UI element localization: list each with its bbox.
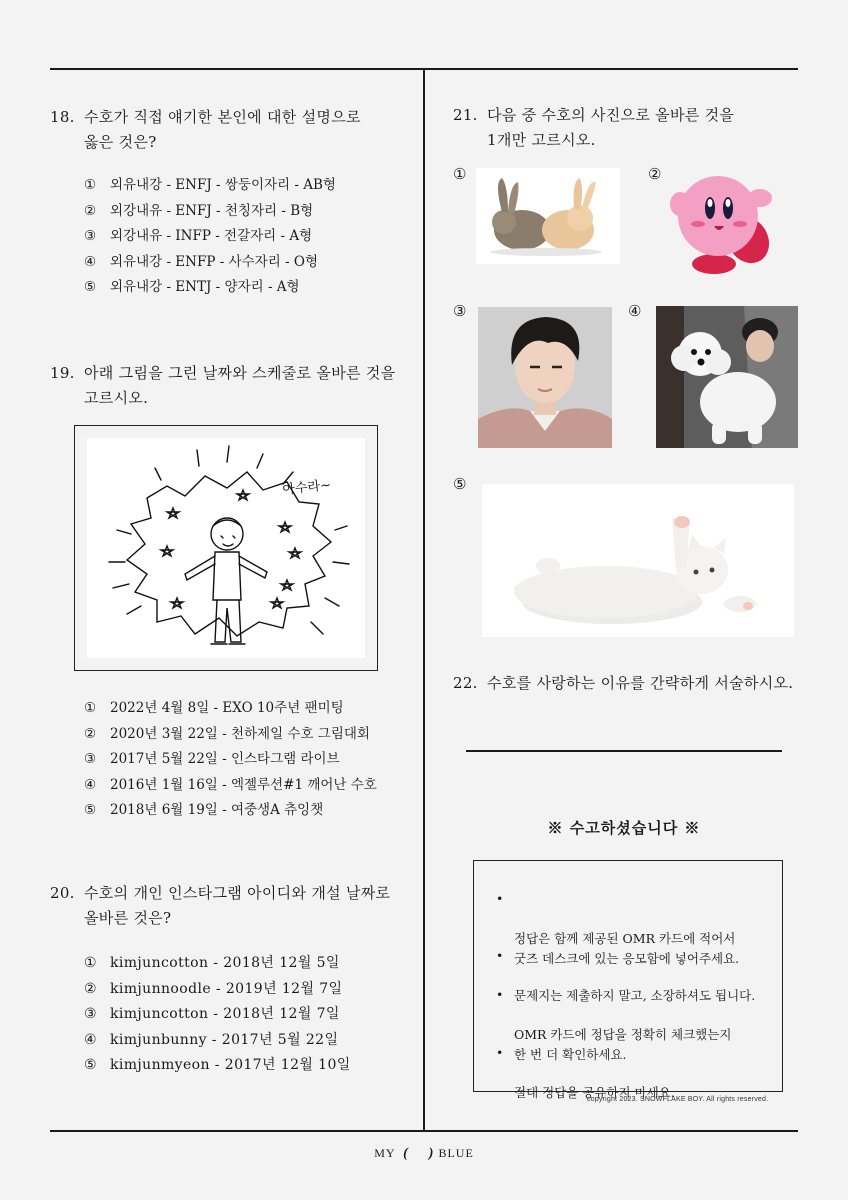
question-number: 22. xyxy=(453,674,478,692)
photo-mark-4: ④ xyxy=(628,302,642,320)
footer-left: MY xyxy=(374,1146,396,1160)
photo-mark-5: ⑤ xyxy=(453,475,467,493)
option-mark: ① xyxy=(84,955,97,971)
drawing-caption: 아수라~ xyxy=(281,477,332,498)
option-text: 2016년 1월 16일 - 엑젤루션#1 깨어난 수호 xyxy=(110,776,377,793)
q18-options xyxy=(84,173,336,301)
footer-paren-close: ) xyxy=(428,1146,435,1161)
option-1 xyxy=(84,951,351,977)
question-22 xyxy=(453,671,823,697)
bullet: • xyxy=(496,948,504,963)
option-text: 2022년 4월 8일 - EXO 10주년 팬미팅 xyxy=(110,700,344,716)
question-number: 21. xyxy=(453,106,478,124)
note-item xyxy=(498,1043,675,1123)
question-title: 수호를 사랑하는 이유를 간략하게 서술하시오. xyxy=(487,674,794,692)
option-mark: ③ xyxy=(84,751,97,767)
option-4 xyxy=(84,250,336,276)
person-photo xyxy=(478,307,612,448)
option-3 xyxy=(84,224,336,250)
question-19 xyxy=(50,361,410,413)
question-title: 아래 그림을 그린 날짜와 스케줄로 올바른 것을 고르시오. xyxy=(84,364,396,407)
question-number: 19. xyxy=(50,364,75,382)
option-mark: ④ xyxy=(84,776,97,793)
option-4 xyxy=(84,773,377,799)
drawing-frame xyxy=(74,425,378,671)
note-text: 문제지는 제출하지 말고, 소장하셔도 됩니다. xyxy=(514,988,756,1003)
question-20 xyxy=(50,881,410,933)
option-text: 외유내강 - ENFP - 사수자리 - O형 xyxy=(110,253,318,270)
bottom-rule xyxy=(50,1130,798,1132)
option-5 xyxy=(84,798,377,824)
option-3 xyxy=(84,1002,351,1028)
option-mark: ② xyxy=(84,725,97,742)
option-2 xyxy=(84,722,377,748)
option-5 xyxy=(84,275,336,301)
option-mark: ② xyxy=(84,980,97,997)
option-text: kimjunmyeon - 2017년 12월 10일 xyxy=(110,1057,351,1073)
question-title: 수호가 직접 얘기한 본인에 대한 설명으로 옳은 것은? xyxy=(84,108,361,151)
q19-options xyxy=(84,696,377,824)
option-1 xyxy=(84,696,377,722)
option-mark: ⑤ xyxy=(84,279,97,295)
copyright: copyright 2023. SNOWFLAKE BOY. All rights reserved. xyxy=(587,1096,769,1103)
option-text: 외강내유 - ENFJ - 천칭자리 - B형 xyxy=(110,202,314,219)
option-mark: ③ xyxy=(84,228,97,244)
option-mark: ⑤ xyxy=(84,802,97,818)
footer-paren-open: ( xyxy=(403,1146,409,1161)
photo-mark-2: ② xyxy=(648,165,662,183)
option-text: 외강내유 - INFP - 전갈자리 - A형 xyxy=(110,228,313,244)
question-title: 수호의 개인 인스타그램 아이디와 개설 날짜로 올바른 것은? xyxy=(84,884,391,927)
option-mark: ③ xyxy=(84,1006,97,1022)
option-2 xyxy=(84,199,336,225)
option-text: kimjuncotton - 2018년 12월 5일 xyxy=(110,955,340,971)
option-mark: ① xyxy=(84,700,97,716)
option-mark: ④ xyxy=(84,1031,97,1048)
thanks-message: ※ 수고하셨습니다 ※ xyxy=(547,819,701,837)
footer-logo xyxy=(0,1146,848,1162)
bullet: • xyxy=(496,1045,504,1060)
question-21 xyxy=(453,103,813,155)
option-text: 2020년 3월 22일 - 천하제일 수호 그림대회 xyxy=(110,725,370,742)
cat-photo xyxy=(482,484,794,637)
option-1 xyxy=(84,173,336,199)
answer-line xyxy=(466,750,782,752)
option-text: 2017년 5월 22일 - 인스타그램 라이브 xyxy=(110,751,340,767)
option-mark: ④ xyxy=(84,253,97,270)
q20-options xyxy=(84,951,351,1079)
rabbit-photo xyxy=(476,168,620,264)
option-mark: ② xyxy=(84,202,97,219)
option-mark: ① xyxy=(84,177,97,193)
option-text: 외유내강 - ENFJ - 쌍둥이자리 - AB형 xyxy=(110,177,336,193)
question-title: 다음 중 수호의 사진으로 올바른 것을 1개만 고르시오. xyxy=(487,106,735,149)
question-18 xyxy=(50,105,410,157)
option-2 xyxy=(84,977,351,1003)
option-4 xyxy=(84,1028,351,1054)
bullet: • xyxy=(496,987,504,1002)
question-number: 18. xyxy=(50,108,75,126)
photo-mark-1: ① xyxy=(453,165,467,183)
note-text: 정답은 함께 제공된 OMR 카드에 적어서 굿즈 데스크에 있는 응모함에 넣어주세요. xyxy=(514,931,740,966)
option-mark: ⑤ xyxy=(84,1057,97,1073)
stick-figure-drawing xyxy=(87,438,365,658)
bullet: • xyxy=(496,891,504,906)
option-text: kimjuncotton - 2018년 12월 7일 xyxy=(110,1006,340,1022)
kirby-image xyxy=(666,164,776,276)
option-text: kimjunbunny - 2017년 5월 22일 xyxy=(110,1031,339,1048)
note-text: OMR 카드에 정답을 정확히 체크했는지 한 번 더 확인하세요. xyxy=(514,1027,732,1062)
column-divider xyxy=(423,68,425,1131)
option-text: 외유내강 - ENTJ - 양자리 - A형 xyxy=(110,279,300,295)
dog-photo xyxy=(656,306,798,448)
option-text: 2018년 6월 19일 - 여중생A 츄잉챗 xyxy=(110,802,324,818)
photo-mark-3: ③ xyxy=(453,302,467,320)
note-text: 절대 정답을 공유하지 마세요. xyxy=(514,1085,675,1100)
option-3 xyxy=(84,747,377,773)
footer-right: BLUE xyxy=(438,1146,474,1160)
question-number: 20. xyxy=(50,884,75,902)
option-text: kimjunnoodle - 2019년 12월 7일 xyxy=(110,980,343,997)
option-5 xyxy=(84,1053,351,1079)
